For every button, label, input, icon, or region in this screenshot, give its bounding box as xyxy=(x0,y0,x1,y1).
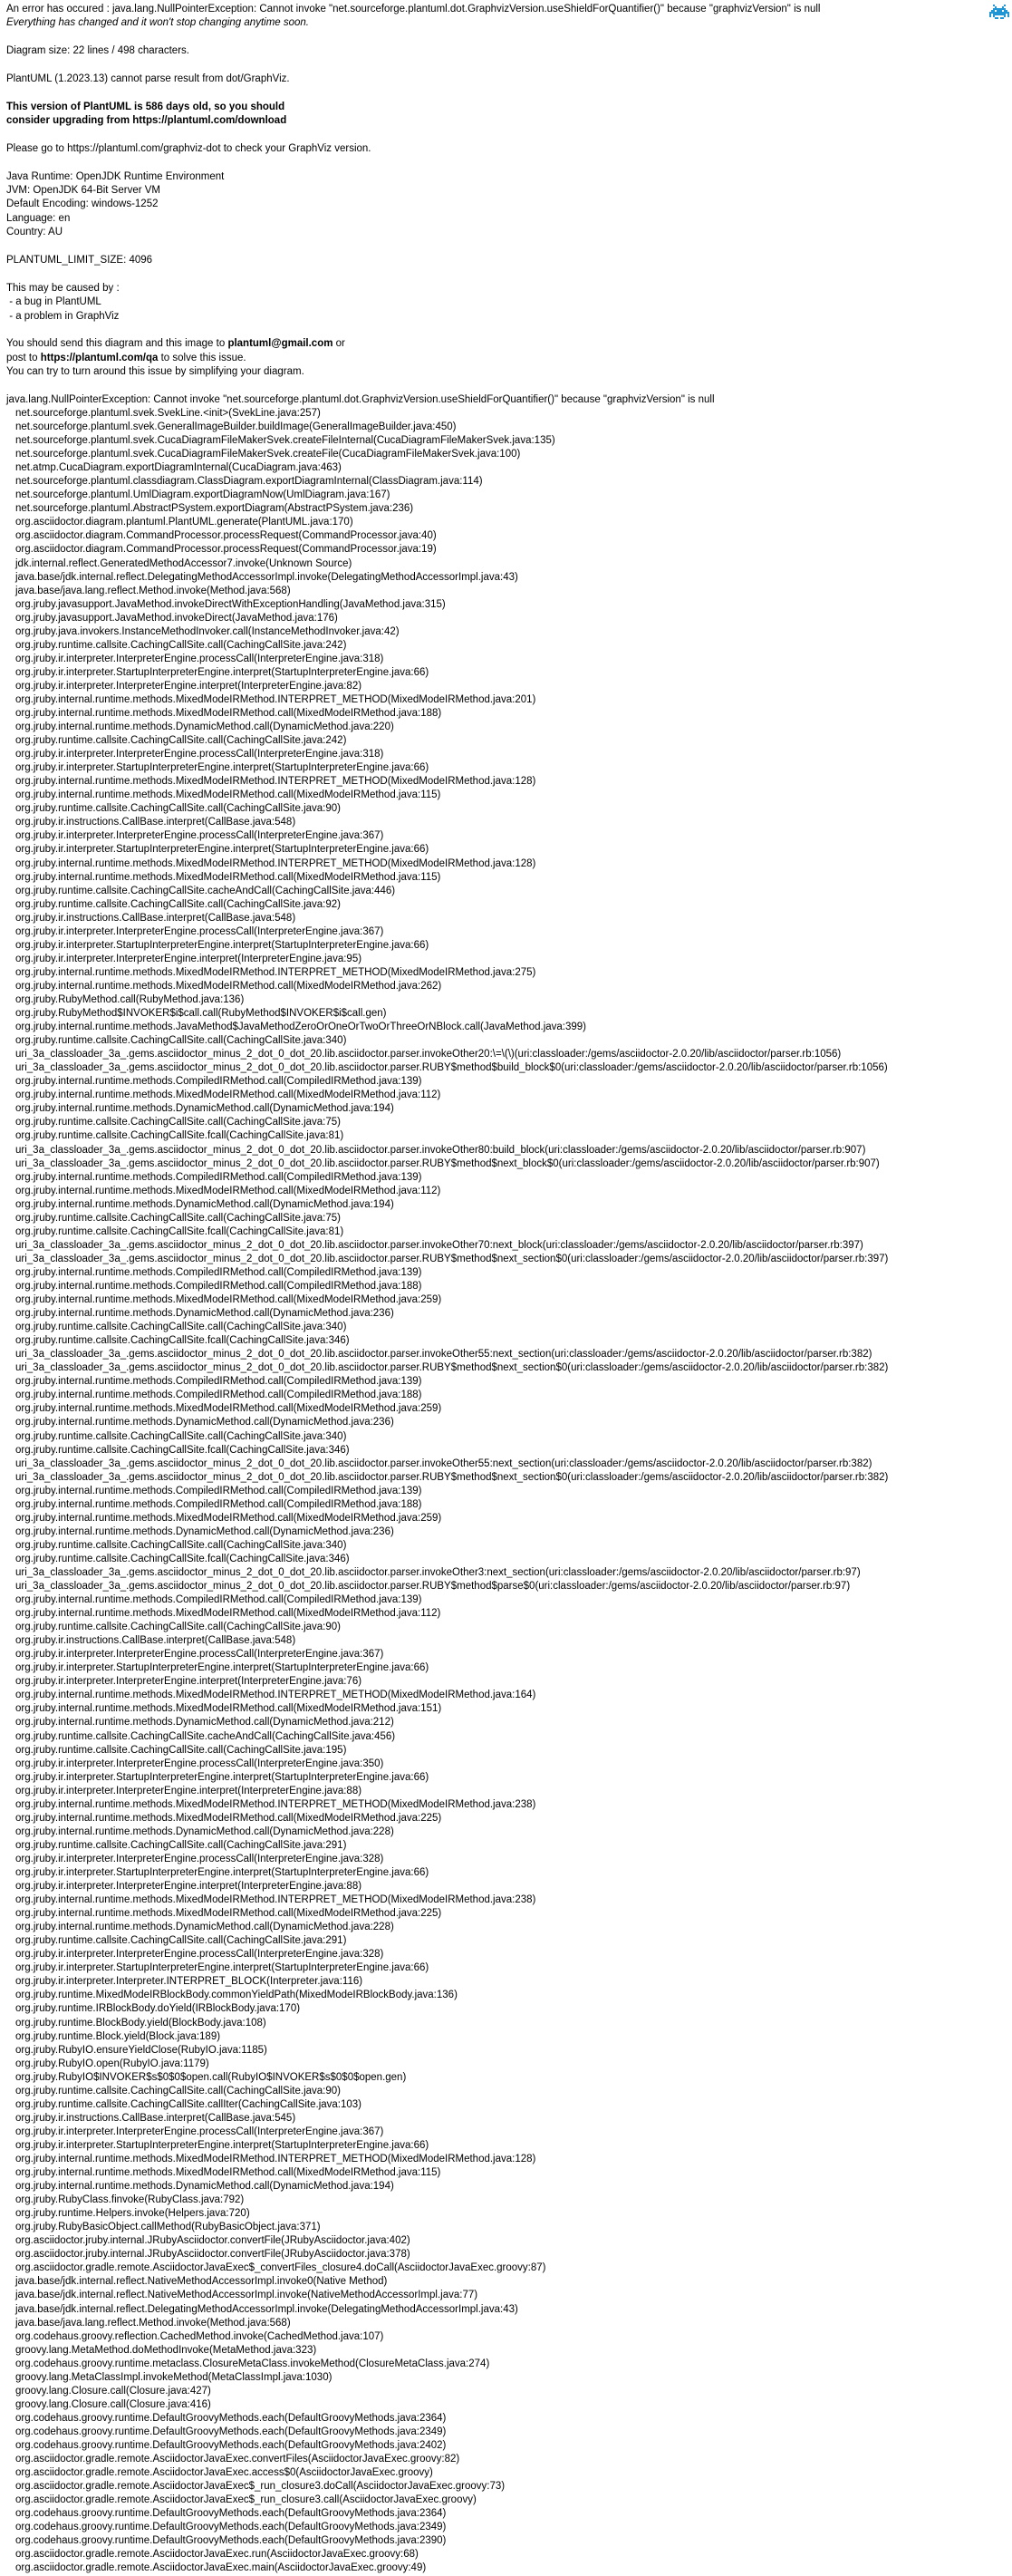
stack-frame: org.codehaus.groovy.runtime.DefaultGroovyMethods.each(DefaultGroovyMethods.java:2364) xyxy=(15,2412,447,2424)
stack-frame: org.jruby.ir.interpreter.InterpreterEngine.processCall(InterpreterEngine.java:367) xyxy=(15,830,384,842)
header-text: or xyxy=(333,338,345,350)
stack-frame: org.jruby.internal.runtime.methods.MixedModeIRMethod.INTERPRET_METHOD(MixedModeIRMethod.java:238) xyxy=(15,1894,536,1906)
stack-frame: uri_3a_classloader_3a_.gems.asciidoctor_minus_2_dot_0_dot_20.lib.asciidoctor.parser.invokeOther80:build_block(uri:classloader:/gems/asciidoctor-2.0.20/lib/asciidoctor/parser.rb:907) xyxy=(15,1144,866,1156)
stack-frame: org.codehaus.groovy.runtime.metaclass.ClosureMetaClass.invokeMethod(ClosureMetaClass.java:274) xyxy=(15,2358,490,2369)
header-line xyxy=(6,73,1012,86)
stack-frame: org.jruby.ir.interpreter.InterpreterEngine.interpret(InterpreterEngine.java:82) xyxy=(15,680,362,692)
stack-frame: org.asciidoctor.gradle.remote.AsciidoctorJavaExec.main(AsciidoctorJavaExec.groovy:49) xyxy=(15,2562,427,2574)
stack-frame: org.jruby.internal.runtime.methods.MixedModeIRMethod.INTERPRET_METHOD(MixedModeIRMethod.java:238) xyxy=(15,1798,536,1810)
header-line xyxy=(6,101,1012,114)
stack-frame: org.jruby.internal.runtime.methods.DynamicMethod.call(DynamicMethod.java:194) xyxy=(15,1198,394,1210)
stack-frame: org.jruby.runtime.callsite.CachingCallSite.call(CachingCallSite.java:75) xyxy=(15,1212,341,1224)
stack-frame-list xyxy=(6,407,1012,2575)
stack-trace xyxy=(0,393,1012,2576)
stack-frame: net.sourceforge.plantuml.svek.SvekLine.<init>(SvekLine.java:257) xyxy=(15,407,321,419)
stack-frame: uri_3a_classloader_3a_.gems.asciidoctor_minus_2_dot_0_dot_20.lib.asciidoctor.parser.RUBY$method$next_section$0(uri:classloader:/gems/asciidoctor-2.0.20/lib/asciidoctor/parser.rb:382) xyxy=(15,1471,889,1483)
stack-frame: org.asciidoctor.jruby.internal.JRubyAsciidoctor.convertFile(JRubyAsciidoctor.java:378) xyxy=(15,2249,410,2261)
stack-frame: org.jruby.RubyIO.ensureYieldClose(RubyIO.java:1185) xyxy=(15,2044,267,2056)
stack-frame: org.jruby.ir.interpreter.InterpreterEngine.processCall(InterpreterEngine.java:367) xyxy=(15,925,384,937)
stack-frame: org.jruby.internal.runtime.methods.DynamicMethod.call(DynamicMethod.java:220) xyxy=(15,721,394,733)
stack-frame: org.jruby.runtime.callsite.CachingCallSite.cacheAndCall(CachingCallSite.java:446) xyxy=(15,885,396,896)
header-line xyxy=(6,86,1012,100)
stack-frame: org.jruby.runtime.callsite.CachingCallSite.call(CachingCallSite.java:340) xyxy=(15,1430,347,1442)
stack-frame: org.jruby.ir.interpreter.InterpreterEngine.interpret(InterpreterEngine.java:88) xyxy=(15,1881,362,1893)
stack-frame: net.sourceforge.plantuml.svek.CucaDiagramFileMakerSvek.createFile(CucaDiagramFileMakerSvek.java:100) xyxy=(15,449,521,460)
stack-frame: org.jruby.internal.runtime.methods.DynamicMethod.call(DynamicMethod.java:228) xyxy=(15,1922,394,1933)
stack-frame: org.jruby.runtime.callsite.CachingCallSite.call(CachingCallSite.java:291) xyxy=(15,1935,347,1947)
stack-frame: org.jruby.internal.runtime.methods.MixedModeIRMethod.call(MixedModeIRMethod.java:188) xyxy=(15,708,442,720)
header-line xyxy=(6,365,1012,379)
stack-frame: org.jruby.RubyMethod.call(RubyMethod.java:136) xyxy=(15,994,245,1005)
stack-frame: org.jruby.internal.runtime.methods.CompiledIRMethod.call(CompiledIRMethod.java:139) xyxy=(15,1266,422,1278)
stack-frame: org.jruby.internal.runtime.methods.CompiledIRMethod.call(CompiledIRMethod.java:139) xyxy=(15,1171,422,1183)
stack-frame: org.jruby.internal.runtime.methods.DynamicMethod.call(DynamicMethod.java:236) xyxy=(15,1417,394,1428)
stack-frame: org.jruby.internal.runtime.methods.CompiledIRMethod.call(CompiledIRMethod.java:139) xyxy=(15,1594,422,1606)
stack-frame: uri_3a_classloader_3a_.gems.asciidoctor_minus_2_dot_0_dot_20.lib.asciidoctor.parser.RUBY$method$next_block$0(uri:classloader:/gems/asciidoctor-2.0.20/lib/asciidoctor/parser.rb:907) xyxy=(15,1157,880,1169)
stack-frame: groovy.lang.MetaClassImpl.invokeMethod(MetaClassImpl.java:1030) xyxy=(15,2371,333,2383)
stack-frame: org.jruby.ir.interpreter.StartupInterpreterEngine.interpret(StartupInterpreterEngine.java:66) xyxy=(15,666,429,678)
stack-frame: org.jruby.RubyClass.finvoke(RubyClass.java:792) xyxy=(15,2194,245,2206)
stack-frame: java.base/jdk.internal.reflect.NativeMethodAccessorImpl.invoke(NativeMethodAccessorImpl.java:77) xyxy=(15,2290,478,2301)
header-text: consider upgrading from https://plantuml.com/download xyxy=(6,115,287,127)
stack-frame: org.jruby.internal.runtime.methods.DynamicMethod.call(DynamicMethod.java:236) xyxy=(15,1308,394,1320)
header-line xyxy=(6,3,1012,16)
stack-frame: org.jruby.ir.interpreter.StartupInterpreterEngine.interpret(StartupInterpreterEngine.java:66) xyxy=(15,1962,429,1974)
header-text: https://plantuml.com/qa xyxy=(40,352,159,363)
stack-frame: org.jruby.ir.interpreter.StartupInterpreterEngine.interpret(StartupInterpreterEngine.java:66) xyxy=(15,1867,429,1878)
stack-frame: org.jruby.ir.instructions.CallBase.interpret(CallBase.java:548) xyxy=(15,912,296,924)
stack-frame: org.jruby.ir.interpreter.InterpreterEngine.processCall(InterpreterEngine.java:367) xyxy=(15,2126,384,2137)
header-text: An error has occured : java.lang.NullPointerException: Cannot invoke "net.sourceforge.plantuml.dot.GraphvizVersion.useShieldForQuantifier()" because "graphvizVersion" is null xyxy=(6,4,821,15)
stack-frame: org.jruby.ir.interpreter.InterpreterEngine.processCall(InterpreterEngine.java:318) xyxy=(15,653,384,664)
header-line xyxy=(6,295,1012,309)
stack-frame: org.asciidoctor.diagram.CommandProcessor.processRequest(CommandProcessor.java:40) xyxy=(15,530,437,542)
header-text: Language: en xyxy=(6,212,71,224)
stack-frame: net.sourceforge.plantuml.svek.GeneralImageBuilder.buildImage(GeneralImageBuilder.java:450) xyxy=(15,421,457,433)
header-text: - a problem in GraphViz xyxy=(6,310,120,322)
header-text: You can try to turn around this issue by simplifying your diagram. xyxy=(6,366,304,378)
stack-frame: org.jruby.ir.interpreter.InterpreterEngine.interpret(InterpreterEngine.java:76) xyxy=(15,1676,362,1688)
stack-frame: net.sourceforge.plantuml.svek.CucaDiagramFileMakerSvek.createFileInternal(CucaDiagramFileMakerSvek.java:135) xyxy=(15,435,555,447)
stack-frame: org.asciidoctor.gradle.remote.AsciidoctorJavaExec.run(AsciidoctorJavaExec.groovy:68) xyxy=(15,2549,419,2561)
stack-frame: org.jruby.ir.interpreter.StartupInterpreterEngine.interpret(StartupInterpreterEngine.java:66) xyxy=(15,939,429,951)
header-line xyxy=(6,212,1012,226)
stack-frame: org.jruby.runtime.callsite.CachingCallSite.call(CachingCallSite.java:195) xyxy=(15,1744,347,1756)
stack-frame: org.jruby.runtime.BlockBody.yield(BlockBody.java:108) xyxy=(15,2017,266,2029)
stack-frame: org.jruby.ir.instructions.CallBase.interpret(CallBase.java:548) xyxy=(15,1635,296,1647)
stack-frame: org.codehaus.groovy.runtime.DefaultGroovyMethods.each(DefaultGroovyMethods.java:2402) xyxy=(15,2439,447,2451)
stack-frame: org.jruby.internal.runtime.methods.MixedModeIRMethod.call(MixedModeIRMethod.java:225) xyxy=(15,1812,442,1824)
stack-frame: org.jruby.ir.instructions.CallBase.interpret(CallBase.java:545) xyxy=(15,2112,296,2124)
stack-frame: org.jruby.javasupport.JavaMethod.invokeDirectWithExceptionHandling(JavaMethod.java:315) xyxy=(15,598,446,610)
header-text: JVM: OpenJDK 64-Bit Server VM xyxy=(6,185,160,197)
stack-frame: uri_3a_classloader_3a_.gems.asciidoctor_minus_2_dot_0_dot_20.lib.asciidoctor.parser.invokeOther55:next_section(uri:classloader:/gems/asciidoctor-2.0.20/lib/asciidoctor/parser.rb:382) xyxy=(15,1349,872,1361)
stack-frame: net.sourceforge.plantuml.AbstractPSystem.exportDiagram(AbstractPSystem.java:236) xyxy=(15,503,414,515)
stack-frame: org.jruby.ir.interpreter.InterpreterEngine.processCall(InterpreterEngine.java:328) xyxy=(15,1949,384,1961)
stack-frame: org.asciidoctor.gradle.remote.AsciidoctorJavaExec$_run_closure3.call(AsciidoctorJavaExec.groovy) xyxy=(15,2494,477,2506)
stack-frame: org.jruby.internal.runtime.methods.MixedModeIRMethod.call(MixedModeIRMethod.java:115) xyxy=(15,789,441,801)
header-text: This may be caused by : xyxy=(6,282,120,294)
stack-frame: org.codehaus.groovy.runtime.DefaultGroovyMethods.each(DefaultGroovyMethods.java:2349) xyxy=(15,2426,447,2437)
stack-frame: org.jruby.internal.runtime.methods.DynamicMethod.call(DynamicMethod.java:194) xyxy=(15,1103,394,1115)
header-line xyxy=(6,240,1012,254)
stack-frame: org.jruby.runtime.Helpers.invoke(Helpers.java:720) xyxy=(15,2208,250,2220)
stack-frame: org.jruby.ir.interpreter.StartupInterpreterEngine.interpret(StartupInterpreterEngine.java:66) xyxy=(15,762,429,774)
header-text: Country: AU xyxy=(6,227,63,238)
stack-frame: org.jruby.runtime.callsite.CachingCallSite.fcall(CachingCallSite.java:346) xyxy=(15,1335,350,1347)
stack-frame: org.jruby.internal.runtime.methods.CompiledIRMethod.call(CompiledIRMethod.java:188) xyxy=(15,1280,422,1292)
stack-frame: org.jruby.internal.runtime.methods.DynamicMethod.call(DynamicMethod.java:228) xyxy=(15,1825,394,1837)
stack-frame: org.jruby.ir.interpreter.InterpreterEngine.processCall(InterpreterEngine.java:328) xyxy=(15,1853,384,1864)
stack-frame: org.jruby.runtime.callsite.CachingCallSite.call(CachingCallSite.java:291) xyxy=(15,1839,347,1851)
header-text: plantuml@gmail.com xyxy=(227,338,333,350)
stack-frame: org.jruby.internal.runtime.methods.MixedModeIRMethod.call(MixedModeIRMethod.java:259) xyxy=(15,1403,442,1415)
header-text: PLANTUML_LIMIT_SIZE: 4096 xyxy=(6,255,153,266)
stack-frame: org.jruby.ir.interpreter.Interpreter.INTERPRET_BLOCK(Interpreter.java:116) xyxy=(15,1976,363,1988)
stack-frame: uri_3a_classloader_3a_.gems.asciidoctor_minus_2_dot_0_dot_20.lib.asciidoctor.parser.RUBY$method$build_block$0(uri:classloader:/gems/asciidoctor-2.0.20/lib/asciidoctor/parser.rb:1056) xyxy=(15,1062,888,1074)
stack-frame: org.asciidoctor.gradle.remote.AsciidoctorJavaExec$_run_closure3.doCall(AsciidoctorJavaExec.groovy:73) xyxy=(15,2481,506,2493)
stack-frame: uri_3a_classloader_3a_.gems.asciidoctor_minus_2_dot_0_dot_20.lib.asciidoctor.parser.invokeOther70:next_block(uri:classloader:/gems/asciidoctor-2.0.20/lib/asciidoctor/parser.rb:397) xyxy=(15,1239,863,1251)
header-text: Default Encoding: windows-1252 xyxy=(6,199,159,210)
stack-frame: org.jruby.ir.interpreter.StartupInterpreterEngine.interpret(StartupInterpreterEngine.java:66) xyxy=(15,2139,429,2151)
stack-frame: groovy.lang.Closure.call(Closure.java:427) xyxy=(15,2385,211,2397)
stack-frame: org.jruby.internal.runtime.methods.CompiledIRMethod.call(CompiledIRMethod.java:188) xyxy=(15,1498,422,1510)
stack-frame: org.jruby.runtime.callsite.CachingCallSite.call(CachingCallSite.java:340) xyxy=(15,1322,347,1333)
stack-frame: org.jruby.internal.runtime.methods.MixedModeIRMethod.INTERPRET_METHOD(MixedModeIRMethod.java:275) xyxy=(15,966,536,978)
stack-frame: groovy.lang.MetaMethod.doMethodInvoke(MetaMethod.java:323) xyxy=(15,2344,317,2356)
stack-frame: java.base/jdk.internal.reflect.DelegatingMethodAccessorImpl.invoke(DelegatingMethodAccessorImpl.java:43) xyxy=(15,571,518,583)
header-line xyxy=(6,59,1012,73)
header-line xyxy=(6,184,1012,198)
stack-frame: org.jruby.javasupport.JavaMethod.invokeDirect(JavaMethod.java:176) xyxy=(15,612,338,624)
stack-frame: org.jruby.internal.runtime.methods.CompiledIRMethod.call(CompiledIRMethod.java:139) xyxy=(15,1485,422,1496)
stack-frame: org.jruby.internal.runtime.methods.DynamicMethod.call(DynamicMethod.java:194) xyxy=(15,2181,394,2193)
header-line xyxy=(6,16,1012,30)
stack-frame: org.jruby.runtime.callsite.CachingCallSite.cacheAndCall(CachingCallSite.java:456) xyxy=(15,1730,396,1742)
stack-frame: org.jruby.internal.runtime.methods.CompiledIRMethod.call(CompiledIRMethod.java:139) xyxy=(15,1076,422,1088)
stack-frame: org.jruby.runtime.MixedModeIRBlockBody.commonYieldPath(MixedModeIRBlockBody.java:136) xyxy=(15,1990,458,2001)
header-line xyxy=(6,337,1012,351)
stack-frame: org.jruby.runtime.callsite.CachingCallSite.callIter(CachingCallSite.java:103) xyxy=(15,2098,362,2110)
stack-frame: org.jruby.internal.runtime.methods.JavaMethod$JavaMethodZeroOrOneOrTwoOrThreeOrNBlock.call(JavaMethod.java:399) xyxy=(15,1022,587,1033)
stack-frame: java.base/java.lang.reflect.Method.invoke(Method.java:568) xyxy=(15,2317,291,2329)
stack-frame: java.base/jdk.internal.reflect.DelegatingMethodAccessorImpl.invoke(DelegatingMethodAccessorImpl.java:43) xyxy=(15,2303,518,2315)
header-line xyxy=(6,282,1012,295)
stack-frame: org.jruby.runtime.callsite.CachingCallSite.call(CachingCallSite.java:340) xyxy=(15,1539,347,1551)
header-line xyxy=(6,31,1012,44)
stack-frame: org.jruby.ir.interpreter.StartupInterpreterEngine.interpret(StartupInterpreterEngine.java:66) xyxy=(15,844,429,856)
stack-frame: org.jruby.runtime.Block.yield(Block.java:189) xyxy=(15,2030,221,2042)
stack-frame: org.jruby.ir.instructions.CallBase.interpret(CallBase.java:548) xyxy=(15,817,296,828)
stack-frame: java.base/java.lang.reflect.Method.invoke(Method.java:568) xyxy=(15,585,291,596)
stack-frame: org.asciidoctor.diagram.CommandProcessor.processRequest(CommandProcessor.java:19) xyxy=(15,544,437,556)
stack-frame: jdk.internal.reflect.GeneratedMethodAccessor7.invoke(Unknown Source) xyxy=(15,557,352,569)
header-line xyxy=(6,310,1012,324)
stack-frame: org.jruby.runtime.callsite.CachingCallSite.call(CachingCallSite.java:75) xyxy=(15,1117,341,1128)
header-line xyxy=(6,324,1012,337)
stack-frame: org.jruby.internal.runtime.methods.MixedModeIRMethod.call(MixedModeIRMethod.java:262) xyxy=(15,980,442,992)
stack-frame: uri_3a_classloader_3a_.gems.asciidoctor_minus_2_dot_0_dot_20.lib.asciidoctor.parser.invokeOther55:next_section(uri:classloader:/gems/asciidoctor-2.0.20/lib/asciidoctor/parser.rb:382) xyxy=(15,1457,872,1469)
stack-frame: org.asciidoctor.gradle.remote.AsciidoctorJavaExec.convertFiles(AsciidoctorJavaExec.groovy:82) xyxy=(15,2454,460,2465)
header-line xyxy=(6,114,1012,128)
stack-frame: org.asciidoctor.diagram.plantuml.PlantUML.generate(PlantUML.java:170) xyxy=(15,517,353,528)
stack-frame: org.jruby.internal.runtime.methods.MixedModeIRMethod.call(MixedModeIRMethod.java:225) xyxy=(15,1908,442,1920)
stack-frame: org.jruby.internal.runtime.methods.DynamicMethod.call(DynamicMethod.java:212) xyxy=(15,1717,394,1729)
stack-frame: org.jruby.internal.runtime.methods.MixedModeIRMethod.INTERPRET_METHOD(MixedModeIRMethod.java:128) xyxy=(15,776,536,788)
stack-frame: java.base/jdk.internal.reflect.NativeMethodAccessorImpl.invoke0(Native Method) xyxy=(15,2276,388,2288)
stack-frame: org.jruby.runtime.callsite.CachingCallSite.fcall(CachingCallSite.java:346) xyxy=(15,1553,350,1564)
stack-frame: org.jruby.internal.runtime.methods.DynamicMethod.call(DynamicMethod.java:236) xyxy=(15,1525,394,1537)
space-invader-icon xyxy=(989,5,1009,19)
stack-frame: org.jruby.ir.interpreter.InterpreterEngine.interpret(InterpreterEngine.java:88) xyxy=(15,1785,362,1796)
stack-frame: org.jruby.internal.runtime.methods.CompiledIRMethod.call(CompiledIRMethod.java:139) xyxy=(15,1376,422,1388)
header-line xyxy=(6,142,1012,156)
header-text: Java Runtime: OpenJDK Runtime Environment xyxy=(6,170,225,182)
stack-frame: org.jruby.internal.runtime.methods.MixedModeIRMethod.INTERPRET_METHOD(MixedModeIRMethod.java:164) xyxy=(15,1690,536,1701)
stack-frame: org.jruby.runtime.callsite.CachingCallSite.call(CachingCallSite.java:242) xyxy=(15,639,347,651)
stack-frame: org.codehaus.groovy.runtime.DefaultGroovyMethods.each(DefaultGroovyMethods.java:2390) xyxy=(15,2535,447,2547)
header-line xyxy=(6,267,1012,281)
stack-frame: org.jruby.internal.runtime.methods.MixedModeIRMethod.call(MixedModeIRMethod.java:151) xyxy=(15,1703,442,1715)
stack-frame: org.jruby.internal.runtime.methods.MixedModeIRMethod.INTERPRET_METHOD(MixedModeIRMethod.java:201) xyxy=(15,693,536,705)
stack-frame: org.jruby.internal.runtime.methods.MixedModeIRMethod.call(MixedModeIRMethod.java:112) xyxy=(15,1185,441,1196)
stack-frame: org.jruby.RubyIO.open(RubyIO.java:1179) xyxy=(15,2058,209,2069)
stack-frame: net.sourceforge.plantuml.classdiagram.ClassDiagram.exportDiagramInternal(ClassDiagram.java:114) xyxy=(15,476,483,488)
stack-frame: org.codehaus.groovy.runtime.DefaultGroovyMethods.each(DefaultGroovyMethods.java:2349) xyxy=(15,2522,447,2533)
stack-frame: org.jruby.java.invokers.InstanceMethodInvoker.call(InstanceMethodInvoker.java:42) xyxy=(15,625,400,637)
stack-frame: org.jruby.runtime.callsite.CachingCallSite.call(CachingCallSite.java:242) xyxy=(15,735,347,747)
stack-frame: org.jruby.internal.runtime.methods.CompiledIRMethod.call(CompiledIRMethod.java:188) xyxy=(15,1390,422,1401)
stack-frame: org.asciidoctor.gradle.remote.AsciidoctorJavaExec$_convertFiles_closure4.doCall(AsciidoctorJavaExec.groovy:87) xyxy=(15,2262,546,2274)
header-line xyxy=(6,156,1012,169)
stack-frame: net.atmp.CucaDiagram.exportDiagramInternal(CucaDiagram.java:463) xyxy=(15,462,342,474)
exception-message: java.lang.NullPointerException: Cannot invoke "net.sourceforge.plantuml.dot.GraphvizVersion.useShieldForQuantifier()" because "graphvizVersion" is null xyxy=(6,393,715,405)
header-line xyxy=(6,226,1012,239)
header-text: Please go to https://plantuml.com/graphviz-dot to check your GraphViz version. xyxy=(6,142,371,154)
stack-frame: org.jruby.runtime.callsite.CachingCallSite.call(CachingCallSite.java:90) xyxy=(15,803,341,815)
stack-frame: org.codehaus.groovy.runtime.DefaultGroovyMethods.each(DefaultGroovyMethods.java:2364) xyxy=(15,2508,447,2520)
stack-frame: org.codehaus.groovy.reflection.CachedMethod.invoke(CachedMethod.java:107) xyxy=(15,2330,384,2342)
header-text: post to xyxy=(6,352,41,363)
stack-frame: org.jruby.runtime.IRBlockBody.doYield(IRBlockBody.java:170) xyxy=(15,2003,301,2015)
stack-frame: org.jruby.ir.interpreter.InterpreterEngine.interpret(InterpreterEngine.java:95) xyxy=(15,953,362,964)
header-text: Diagram size: 22 lines / 498 characters. xyxy=(6,45,189,57)
stack-frame: org.jruby.internal.runtime.methods.MixedModeIRMethod.call(MixedModeIRMethod.java:115) xyxy=(15,2167,441,2179)
stack-frame: org.jruby.ir.interpreter.InterpreterEngine.processCall(InterpreterEngine.java:318) xyxy=(15,749,384,760)
header-line xyxy=(6,170,1012,184)
stack-frame: org.jruby.runtime.callsite.CachingCallSite.call(CachingCallSite.java:90) xyxy=(15,2085,341,2097)
header-line xyxy=(6,198,1012,211)
stack-frame: org.jruby.RubyMethod$INVOKER$i$call.call(RubyMethod$INVOKER$i$call.gen) xyxy=(15,1008,387,1020)
header-line xyxy=(6,352,1012,365)
stack-frame: uri_3a_classloader_3a_.gems.asciidoctor_minus_2_dot_0_dot_20.lib.asciidoctor.parser.invokeOther3:next_section(uri:classloader:/gems/asciidoctor-2.0.20/lib/asciidoctor/parser.rb:97) xyxy=(15,1566,861,1578)
stack-frame: org.jruby.ir.interpreter.InterpreterEngine.processCall(InterpreterEngine.java:367) xyxy=(15,1649,384,1661)
header-line xyxy=(6,254,1012,267)
stack-frame: org.jruby.runtime.callsite.CachingCallSite.call(CachingCallSite.java:340) xyxy=(15,1035,347,1047)
stack-frame: net.sourceforge.plantuml.UmlDiagram.exportDiagramNow(UmlDiagram.java:167) xyxy=(15,489,390,501)
header-line xyxy=(6,44,1012,58)
header-text: to solve this issue. xyxy=(158,352,246,363)
stack-frame: org.jruby.ir.interpreter.InterpreterEngine.processCall(InterpreterEngine.java:350) xyxy=(15,1758,384,1769)
stack-frame: org.jruby.internal.runtime.methods.MixedModeIRMethod.call(MixedModeIRMethod.java:259) xyxy=(15,1512,442,1524)
stack-frame: org.asciidoctor.gradle.remote.AsciidoctorJavaExec.access$0(AsciidoctorJavaExec.groovy) xyxy=(15,2467,433,2479)
header-text: You should send this diagram and this image to xyxy=(6,338,228,350)
stack-frame: groovy.lang.Closure.call(Closure.java:416) xyxy=(15,2398,211,2410)
header-line xyxy=(6,380,1012,393)
stack-frame: org.jruby.runtime.callsite.CachingCallSite.fcall(CachingCallSite.java:81) xyxy=(15,1225,344,1237)
stack-frame: uri_3a_classloader_3a_.gems.asciidoctor_minus_2_dot_0_dot_20.lib.asciidoctor.parser.RUBY$method$next_section$0(uri:classloader:/gems/asciidoctor-2.0.20/lib/asciidoctor/parser.rb:397) xyxy=(15,1253,889,1264)
header-text: Everything has changed and it won't stop changing anytime soon. xyxy=(6,17,309,29)
header-text: - a bug in PlantUML xyxy=(6,296,101,308)
stack-frame: uri_3a_classloader_3a_.gems.asciidoctor_minus_2_dot_0_dot_20.lib.asciidoctor.parser.RUBY$method$next_section$0(uri:classloader:/gems/asciidoctor-2.0.20/lib/asciidoctor/parser.rb:382) xyxy=(15,1362,889,1374)
stack-frame: uri_3a_classloader_3a_.gems.asciidoctor_minus_2_dot_0_dot_20.lib.asciidoctor.parser.invokeOther20:\=\(\)(uri:classloader:/gems/asciidoctor-2.0.20/lib/asciidoctor/parser.rb:1056) xyxy=(15,1049,842,1060)
stack-frame: org.jruby.internal.runtime.methods.MixedModeIRMethod.call(MixedModeIRMethod.java:259) xyxy=(15,1294,442,1306)
header-text: This version of PlantUML is 586 days old, so you should xyxy=(6,101,285,112)
stack-frame: uri_3a_classloader_3a_.gems.asciidoctor_minus_2_dot_0_dot_20.lib.asciidoctor.parser.RUBY$method$parse$0(uri:classloader:/gems/asciidoctor-2.0.20/lib/asciidoctor/parser.rb:97) xyxy=(15,1581,851,1593)
stack-frame: org.jruby.internal.runtime.methods.MixedModeIRMethod.call(MixedModeIRMethod.java:112) xyxy=(15,1089,441,1101)
stack-frame: org.jruby.ir.interpreter.StartupInterpreterEngine.interpret(StartupInterpreterEngine.java:66) xyxy=(15,1662,429,1674)
stack-frame: org.asciidoctor.jruby.internal.JRubyAsciidoctor.convertFile(JRubyAsciidoctor.java:402) xyxy=(15,2235,410,2247)
error-header xyxy=(0,0,1012,393)
header-text: PlantUML (1.2023.13) cannot parse result from dot/GraphViz. xyxy=(6,73,290,84)
header-line xyxy=(6,129,1012,142)
stack-frame: org.jruby.runtime.callsite.CachingCallSite.fcall(CachingCallSite.java:346) xyxy=(15,1444,350,1456)
stack-frame: org.jruby.runtime.callsite.CachingCallSite.fcall(CachingCallSite.java:81) xyxy=(15,1130,344,1142)
stack-frame: org.jruby.RubyBasicObject.callMethod(RubyBasicObject.java:371) xyxy=(15,2222,321,2233)
stack-frame: org.jruby.internal.runtime.methods.MixedModeIRMethod.INTERPRET_METHOD(MixedModeIRMethod.java:128) xyxy=(15,857,536,869)
stack-frame: org.jruby.ir.interpreter.StartupInterpreterEngine.interpret(StartupInterpreterEngine.java:66) xyxy=(15,1771,429,1783)
stack-frame: org.jruby.runtime.callsite.CachingCallSite.call(CachingCallSite.java:90) xyxy=(15,1622,341,1633)
stack-frame: org.jruby.internal.runtime.methods.MixedModeIRMethod.call(MixedModeIRMethod.java:112) xyxy=(15,1608,441,1620)
stack-frame: org.jruby.runtime.callsite.CachingCallSite.call(CachingCallSite.java:92) xyxy=(15,898,341,910)
stack-frame: org.jruby.RubyIO$INVOKER$s$0$0$open.call(RubyIO$INVOKER$s$0$0$open.gen) xyxy=(15,2071,407,2083)
stack-frame: org.jruby.internal.runtime.methods.MixedModeIRMethod.call(MixedModeIRMethod.java:115) xyxy=(15,871,441,883)
stack-frame: org.jruby.internal.runtime.methods.MixedModeIRMethod.INTERPRET_METHOD(MixedModeIRMethod.java:128) xyxy=(15,2153,536,2164)
